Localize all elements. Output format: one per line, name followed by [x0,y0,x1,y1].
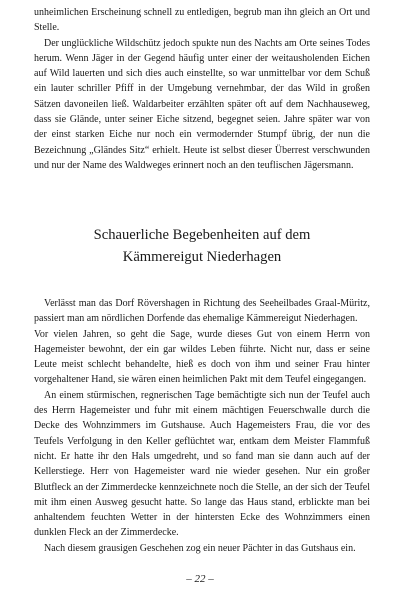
chapter-heading-line-2: Kämmereigut Niederhagen [122,249,282,265]
paragraph-wildschuetz: Der unglückliche Wildschütz jedoch spukte nun des Nachts am Orte seines Todes herum. Wenn Jäger in der Gegend häufig unter einer der weitausholenden Eichen auf Wild lauerten und sich dies auch einstellte, so war unmittelbar vor dem Schuß ein lauter schriller Pfiff in der Umgebung vernehmbar, der das Wild in großen Sätzen davoneilen ließ. Waldarbeiter erzählten später oft auf dem Nachhauseweg, dass sie Glände, unter seiner Eiche sitzend, begegnet seien. Jahre später war von der einst starken Eiche nur noch ein vermodernder Stumpf übrig, der nun die Bezeichnung „Gländes Sitz“ erhielt. Heute ist selbst dieser Überrest verschwunden und nur der Name des Waldweges erinnert noch an den teuflischen Jägersmann. [34,37,370,171]
paragraph-intro: Verlässt man das Dorf Rövershagen in Richtung des Seeheilbades Graal-Müritz, passiert man am nördlichen Dorfende das ehemalige Kämmereigut Niederhagen. [34,298,370,325]
paragraph-hagemeister: Vor vielen Jahren, so geht die Sage, wurde dieses Gut von einem Herrn von Hagemeister bewohnt, der ein gar wildes Leben führte. Nicht nur, dass er seine Leute meist schlecht behandelte, hieß es doch von ihm und seiner Frau hinter vorgehaltener Hand, sie wären einen heimlichen Pakt mit dem Teufel eingegangen. [34,328,370,386]
paragraph-continuation: unheimlichen Erscheinung schnell zu entledigen, begrub man ihn gleich an Ort und Stelle. [34,7,370,34]
page-number: – 22 – [186,573,214,585]
section-1-text [34,5,370,173]
paragraph-storm: An einem stürmischen, regnerischen Tage bemächtigte sich nun der Teufel auch des Herrn Hagemeister und fuhr mit einem mächtigen Feuerschwalle durch die Decke des Wohnzimmers im Gutshause. Auch Hagemeisters Frau, die vor des Teufels Verfolgung in den Keller geflüchtet war, entkam dem Meister Flammfuß nicht. Er hatte ihr den Hals umgedreht, und so fand man sie dann auch auf der Kellerstiege. Herr von Hagemeister ward nie wieder gesehen. Nur ein großer Blutfleck an der Zimmerdecke kennzeichnete noch die Stelle, an der sich der Teufel mit ihm einen Ausweg gesucht hatte. So lange das Haus stand, erblickte man bei anhaltendem feuchten Wetter in der hintersten Ecke des Wohnzimmers einen dunklen Fleck an der Zimmerdecke. [34,389,370,539]
paragraph-new-tenant: Nach diesem grausigen Geschehen zog ein neuer Pächter in das Gutshaus ein. [44,542,356,554]
section-2-text [34,296,370,556]
chapter-heading [34,224,370,268]
chapter-heading-line-1: Schauerliche Begebenheiten auf dem [93,227,311,243]
